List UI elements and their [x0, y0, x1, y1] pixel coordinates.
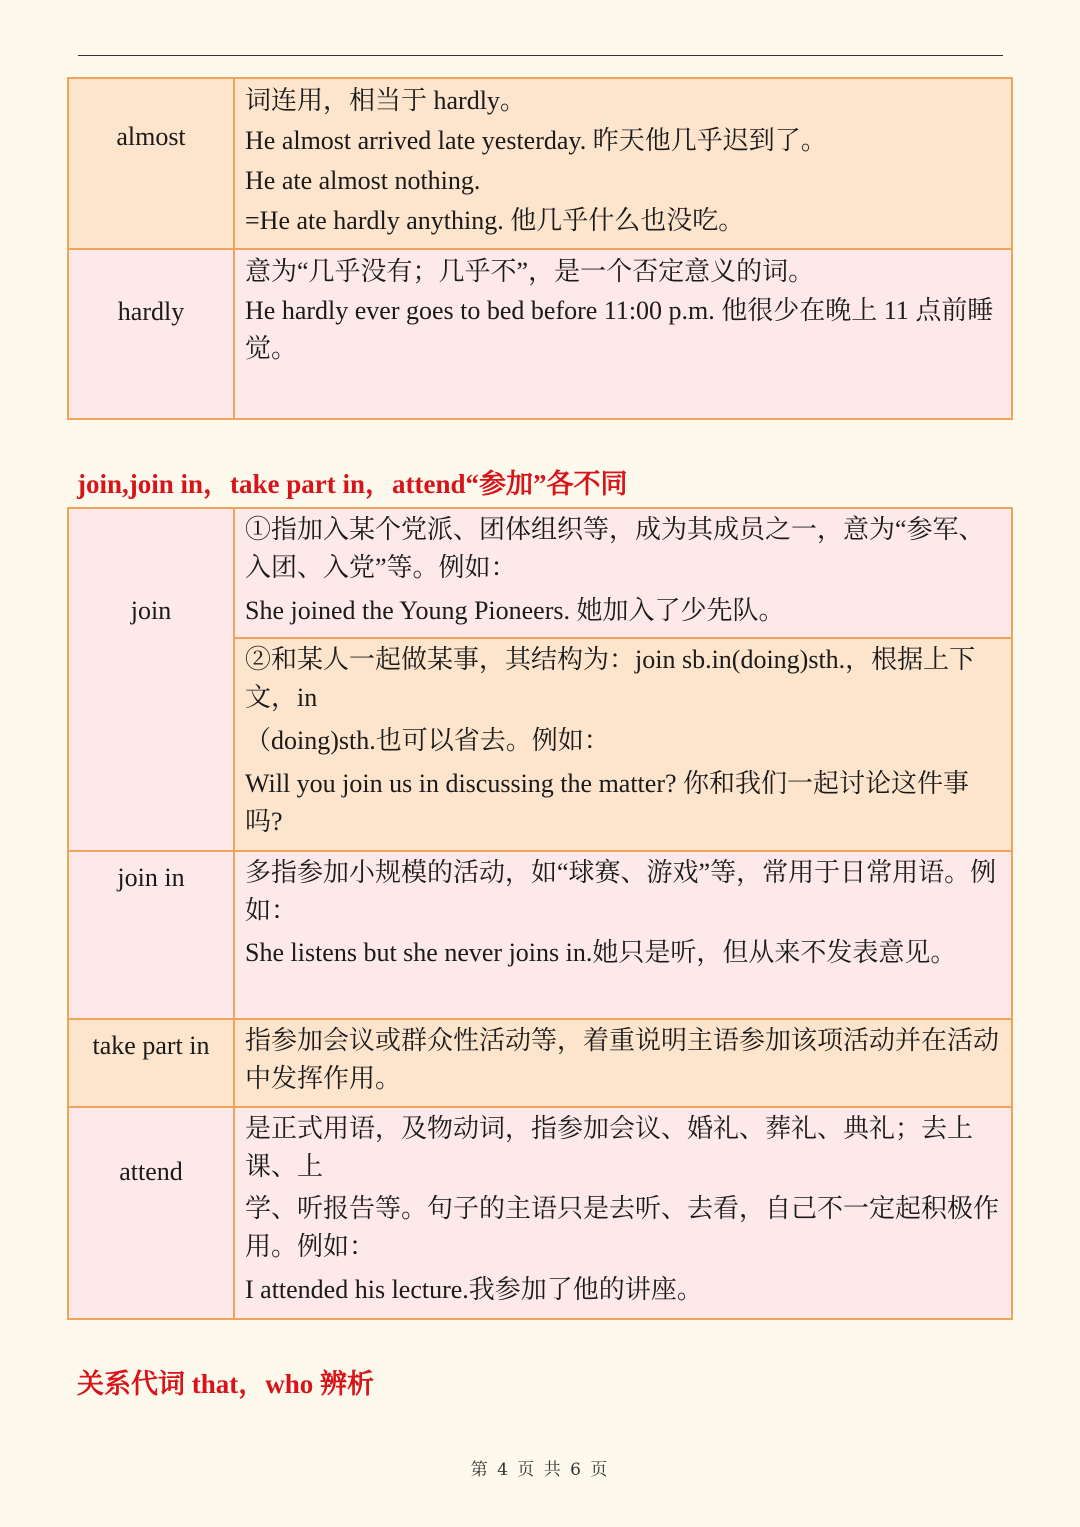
definition-cell [234, 1019, 1012, 1107]
table-row [68, 508, 1012, 638]
definition-cell [234, 1107, 1012, 1319]
page-number: 第 4 页 共 6 页 [470, 1460, 610, 1480]
text-line: She joined the Young Pioneers. 她加入了少先队。 [245, 596, 785, 625]
header-rule [78, 55, 1003, 56]
text-line: I attended his lecture.我参加了他的讲座。 [245, 1275, 703, 1304]
definition-cell [234, 638, 1012, 851]
text-line: ①指加入某个党派、团体组织等，成为其成员之一，意为“参军、入团、入党”等。例如： [245, 515, 985, 582]
text-line: ②和某人一起做某事，其结构为：join sb.in(doing)sth.，根据上下文，in [245, 645, 976, 712]
table-row [68, 1019, 1012, 1107]
vocab-table-almost-hardly [67, 77, 1013, 420]
text-line: He hardly ever goes to bed before 11:00 p.m. 他很少在晚上 11 点前睡觉。 [245, 296, 994, 363]
table-row [68, 851, 1012, 1019]
text-line: （doing)sth.也可以省去。例如： [245, 726, 610, 755]
vocab-table-join [67, 507, 1013, 1320]
text-line: 多指参加小规模的活动，如“球赛、游戏”等，常用于日常用语。例如： [245, 858, 997, 925]
text-line: Will you join us in discussing the matter? 你和我们一起讨论这件事吗? [245, 769, 970, 836]
term-cell: join in [68, 851, 234, 1019]
table-row [68, 1107, 1012, 1319]
section-heading: join,join in，take part in，attend“参加”各不同 [77, 469, 628, 499]
text-line: 指参加会议或群众性活动等，着重说明主语参加该项活动并在活动中发挥作用。 [245, 1026, 1000, 1093]
text-line: He almost arrived late yesterday. 昨天他几乎迟到了。 [245, 126, 827, 155]
term-cell: hardly [68, 249, 234, 419]
term-cell: almost [68, 78, 234, 249]
definition-cell [234, 249, 1012, 419]
text-line: 是正式用语，及物动词，指参加会议、婚礼、葬礼、典礼；去上课、上 [245, 1114, 974, 1181]
table-row [68, 249, 1012, 419]
term-cell: join [68, 508, 234, 851]
definition-cell [234, 508, 1012, 638]
definition-cell [234, 851, 1012, 1019]
section-heading: 关系代词 that，who 辨析 [77, 1369, 375, 1399]
table-row [68, 78, 1012, 249]
text-line: 学、听报告等。句子的主语只是去听、去看，自己不一定起积极作用。例如： [245, 1194, 1000, 1261]
term-cell: take part in [68, 1019, 234, 1107]
text-line: She listens but she never joins in.她只是听，但从来不发表意见。 [245, 938, 957, 967]
term-cell: attend [68, 1107, 234, 1319]
text-line: He ate almost nothing. [245, 166, 481, 195]
text-line: 词连用，相当于 hardly。 [245, 86, 526, 115]
text-line: =He ate hardly anything. 他几乎什么也没吃。 [245, 206, 745, 235]
text-line: 意为“几乎没有；几乎不”，是一个否定意义的词。 [245, 257, 815, 286]
definition-cell [234, 78, 1012, 249]
